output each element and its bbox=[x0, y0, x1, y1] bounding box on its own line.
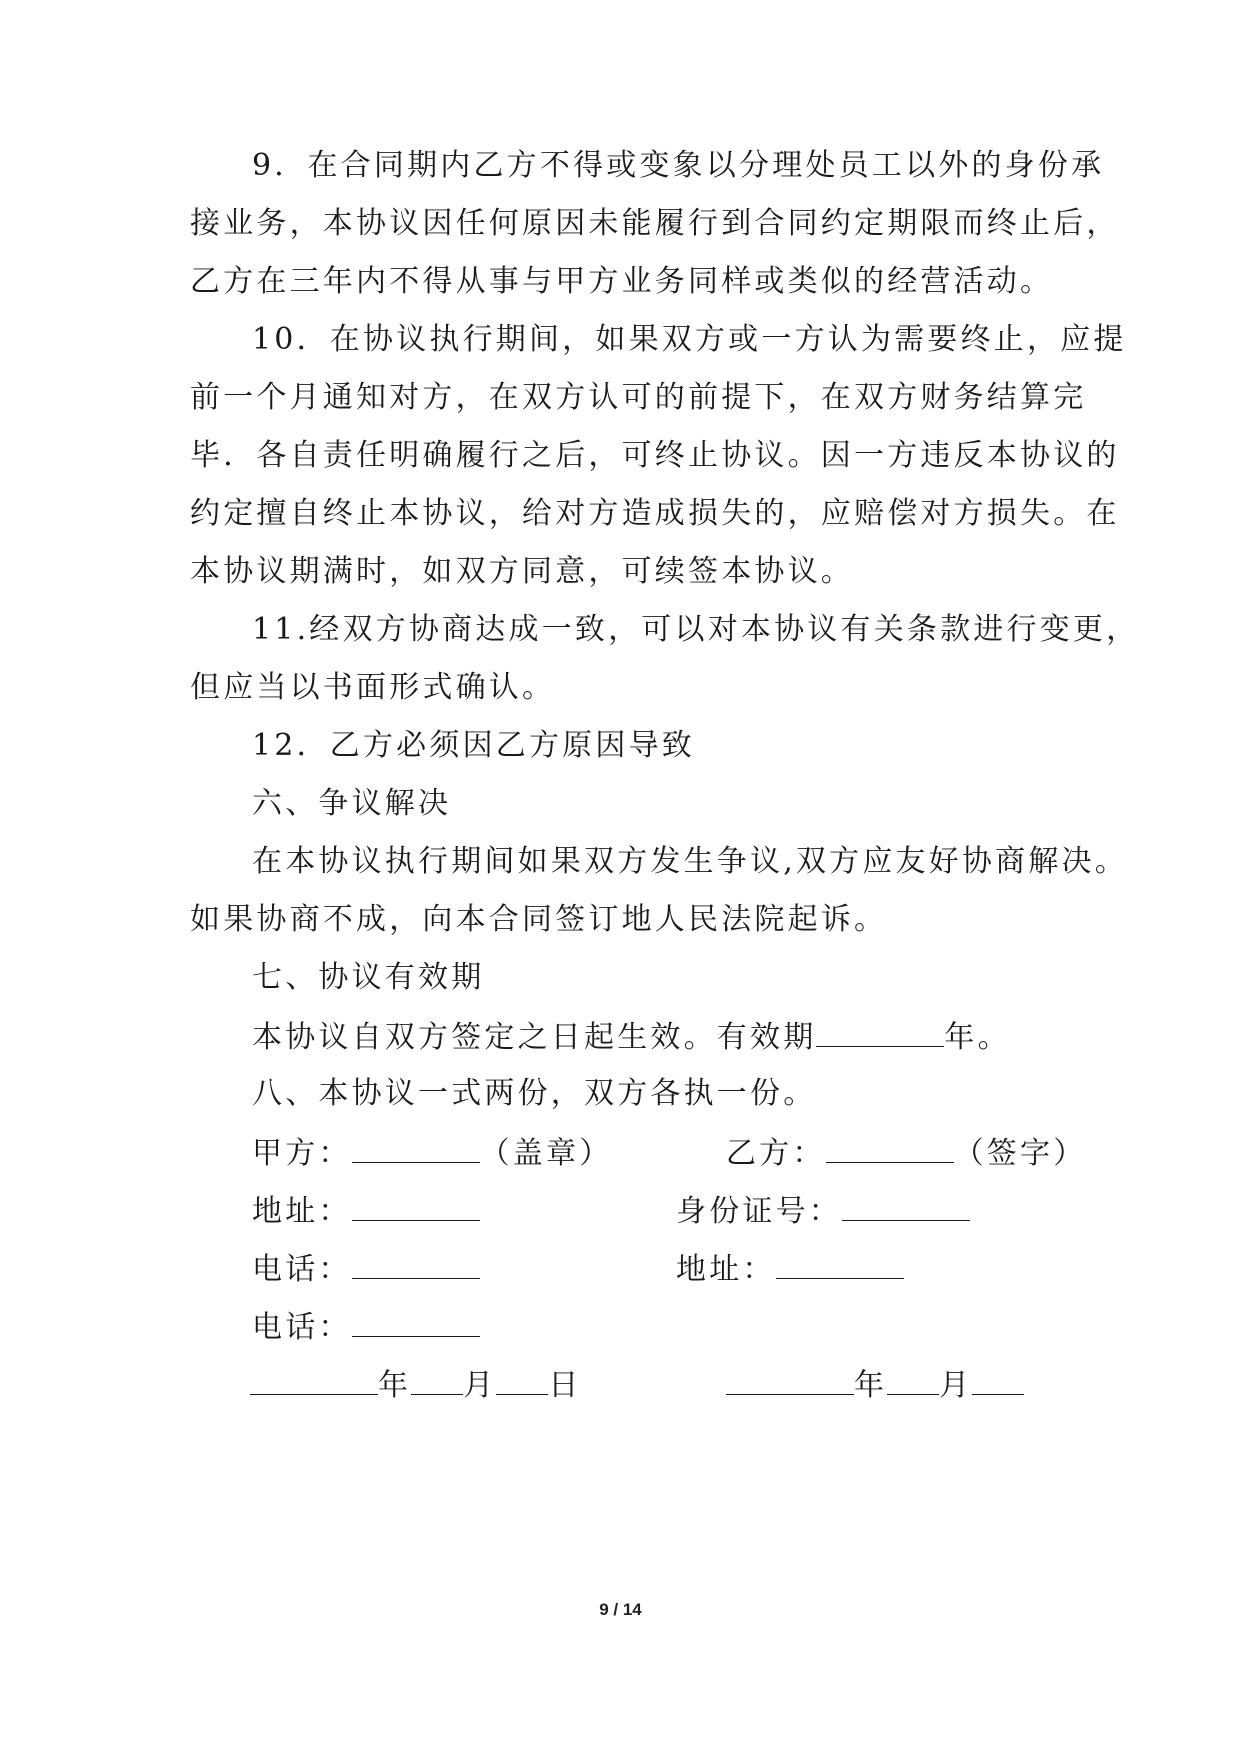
clause-9-line-2: 接业务，本协议因任何原因未能履行到合同约定期限而终止后， bbox=[190, 206, 1120, 241]
party-b-year-label: 年 bbox=[854, 1368, 888, 1403]
party-b-date-row bbox=[726, 1364, 1024, 1406]
section-7-line-1 bbox=[252, 1016, 1011, 1058]
party-b-blank bbox=[826, 1132, 954, 1163]
party-a-date-year-blank bbox=[250, 1364, 378, 1395]
clause-12: 12．乙方必须因乙方原因导致 bbox=[252, 728, 695, 763]
party-a-phone-row bbox=[252, 1248, 480, 1290]
party-b-label: 乙方： bbox=[726, 1136, 826, 1171]
party-a-address-blank bbox=[352, 1190, 480, 1221]
party-a-date-month-blank bbox=[411, 1364, 463, 1395]
section-7-title: 七、协议有效期 bbox=[252, 960, 485, 995]
party-a-address-row bbox=[252, 1190, 480, 1232]
party-b-sign: （签字） bbox=[953, 1136, 1087, 1171]
section-6-line-2: 如果协商不成，向本合同签订地人民法院起诉。 bbox=[190, 902, 888, 937]
clause-10-line-1: 10．在协议执行期间，如果双方或一方认为需要终止，应提 bbox=[252, 322, 1127, 357]
section-6-line-1: 在本协议执行期间如果双方发生争议,双方应友好协商解决。 bbox=[252, 844, 1128, 879]
party-a-year-label: 年 bbox=[378, 1368, 412, 1403]
party-b-date-year-blank bbox=[726, 1364, 854, 1395]
party-b-phone-label: 电话： bbox=[252, 1310, 352, 1345]
party-b-id-blank bbox=[842, 1190, 970, 1221]
party-b-phone-blank bbox=[352, 1306, 480, 1337]
party-a-day-label: 日 bbox=[548, 1368, 582, 1403]
clause-9-line-3: 乙方在三年内不得从事与甲方业务同样或类似的经营活动。 bbox=[190, 264, 1054, 299]
clause-10-line-2: 前一个月通知对方，在双方认可的前提下，在双方财务结算完 bbox=[190, 380, 1087, 415]
clause-10-line-3: 毕．各自责任明确履行之后，可终止协议。因一方违反本协议的 bbox=[190, 438, 1120, 473]
party-a-month-label: 月 bbox=[463, 1368, 497, 1403]
party-a-phone-blank bbox=[352, 1248, 480, 1279]
clause-11-line-2: 但应当以书面形式确认。 bbox=[190, 670, 556, 705]
party-a-date-row bbox=[250, 1364, 582, 1406]
party-b-row bbox=[726, 1132, 1086, 1174]
party-a-phone-label: 电话： bbox=[252, 1252, 352, 1287]
party-b-address-row bbox=[676, 1248, 904, 1290]
party-b-address-blank bbox=[776, 1248, 904, 1279]
clause-10-line-4: 约定擅自终止本协议，给对方造成损失的，应赔偿对方损失。在 bbox=[190, 496, 1120, 531]
section-6-title: 六、争议解决 bbox=[252, 786, 452, 821]
party-b-phone-row bbox=[252, 1306, 480, 1348]
party-b-id-label: 身份证号： bbox=[676, 1194, 842, 1229]
party-b-id-row bbox=[676, 1190, 970, 1232]
validity-year-unit: 年。 bbox=[944, 1020, 1011, 1055]
party-a-blank bbox=[352, 1132, 480, 1163]
clause-10-line-5: 本协议期满时，如双方同意，可续签本协议。 bbox=[190, 554, 854, 589]
party-a-address-label: 地址： bbox=[252, 1194, 352, 1229]
clause-9-line-1: 9．在合同期内乙方不得或变象以分理处员工以外的身份承 bbox=[252, 148, 1105, 183]
party-a-seal: （盖章） bbox=[479, 1136, 613, 1171]
page-number: 9 / 14 bbox=[599, 1600, 642, 1619]
party-a-label: 甲方： bbox=[252, 1136, 352, 1171]
party-a-date-day-blank bbox=[496, 1364, 548, 1395]
section-8: 八、本协议一式两份，双方各执一份。 bbox=[252, 1076, 817, 1111]
party-b-address-label: 地址： bbox=[676, 1252, 776, 1287]
validity-text: 本协议自双方签定之日起生效。有效期 bbox=[252, 1020, 817, 1055]
party-b-month-label: 月 bbox=[939, 1368, 973, 1403]
party-b-date-day-blank bbox=[972, 1364, 1024, 1395]
party-b-date-month-blank bbox=[887, 1364, 939, 1395]
clause-11-line-1: 11.经双方协商达成一致，可以对本协议有关条款进行变更， bbox=[252, 612, 1140, 647]
party-a-row bbox=[252, 1132, 612, 1174]
validity-years-blank bbox=[816, 1016, 944, 1047]
